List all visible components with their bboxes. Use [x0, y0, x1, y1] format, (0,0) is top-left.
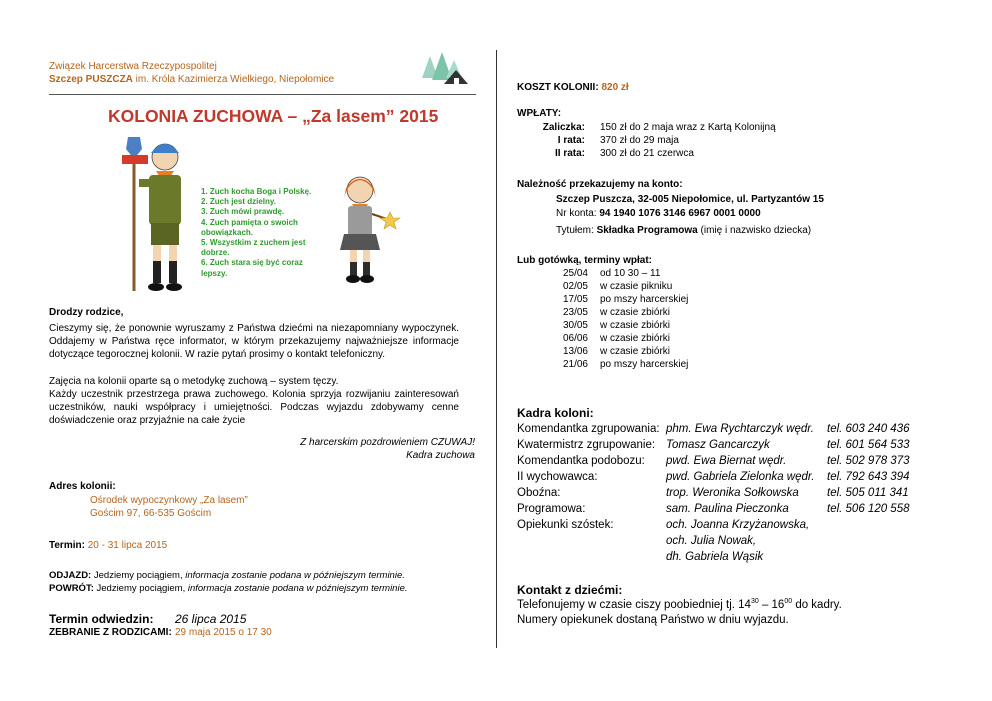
- address-line-1: Ośrodek wypoczynkowy „Za lasem”: [90, 495, 248, 506]
- term-label: Termin:: [49, 540, 85, 551]
- account-number: 94 1940 1076 3146 6967 0001 0000: [599, 208, 761, 219]
- cost: [517, 82, 629, 93]
- return-text: Jedziemy pociągiem,: [93, 583, 188, 594]
- return-label: POWRÓT:: [49, 583, 94, 594]
- transfer-account: [556, 208, 761, 219]
- cash-date: 30/05: [562, 320, 588, 331]
- staff-name: och. Julia Nowak,: [666, 535, 757, 547]
- staff-phone: tel. 792 643 394: [827, 471, 910, 483]
- letter-paragraph-1: Cieszymy się, że ponownie wyruszamy z Państwa dziećmi na niezapomniany wypoczynek. Oddajemy w Państwa ręce informator, w którym przekazujemy najważniejsze informacje dotyczące tegorocznej kolonii. W razie pytań prosimy o kontakt telefoniczny.: [49, 323, 459, 360]
- girl-scout-icon: [328, 168, 408, 286]
- transfer-title: [556, 225, 811, 236]
- staff-name: Tomasz Gancarczyk: [666, 439, 770, 451]
- staff-role: Opiekunki szóstek:: [517, 519, 614, 531]
- staff-label: Kadra koloni:: [517, 406, 594, 420]
- payment-name: Zaliczka:: [542, 122, 585, 133]
- scout-law-line: 1. Zuch kocha Boga i Polskę.: [201, 187, 312, 196]
- payment-text: 300 zł do 21 czerwca: [600, 148, 694, 159]
- scout-law-line: lepszy.: [201, 268, 228, 278]
- return-info: [49, 583, 408, 594]
- boy-scout-icon: [120, 135, 195, 295]
- letter-paragraph-3: Każdy uczestnik przestrzega prawa zuchowego. Kolonia sprzyja rozwijaniu zainteresowań uczestników, nauki współpracy i umiejętności. Podczas wyjazdu zdobywamy cenne doświadczenie oraz przyjaźnie na całe życie: [49, 389, 459, 426]
- cash-place: w czasie zbiórki: [600, 333, 671, 344]
- page-title: KOLONIA ZUCHOWA – „Za lasem” 2015: [108, 106, 439, 126]
- cash-date: 13/06: [562, 346, 588, 357]
- contact-text-a: Telefonujemy w czasie ciszy poobiedniej tj. 14: [517, 598, 751, 611]
- contact-label: Kontakt z dziećmi:: [517, 583, 623, 597]
- contact-line-1: [517, 598, 842, 611]
- scout-law-line: obowiązkach.: [201, 227, 254, 237]
- transfer-title-note: (imię i nazwisko dziecka): [697, 225, 812, 236]
- scout-law-line: 4. Zuch pamięta o swoich: [201, 217, 298, 227]
- scout-law-line: 6. Zuch stara się być coraz: [201, 258, 303, 268]
- departure-note: informacja zostanie podana w późniejszym terminie.: [185, 570, 405, 581]
- cash-place: w czasie zbiórki: [600, 346, 671, 357]
- letter-paragraph-2: Zajęcia na kolonii oparte są o metodykę zuchową – system tęczy.: [49, 376, 339, 387]
- org-name: Związek Harcerstwa Rzeczypospolitej: [49, 61, 217, 72]
- cash-place: po mszy harcerskiej: [600, 294, 689, 305]
- header-divider: [49, 94, 476, 95]
- staff-name: pwd. Gabriela Zielonka wędr.: [666, 471, 815, 483]
- payment-name: II rata:: [554, 148, 585, 159]
- cost-value: 820 zł: [601, 82, 629, 93]
- cash-place: po mszy harcerskiej: [600, 359, 689, 370]
- transfer-label: Należność przekazujemy na konto:: [517, 179, 683, 190]
- cash-label: Lub gotówką, terminy wpłat:: [517, 255, 653, 266]
- departure-label: ODJAZD:: [49, 570, 92, 581]
- contact-text-c: do kadry.: [792, 598, 842, 611]
- letter-signature-name: Kadra zuchowa: [406, 450, 475, 461]
- cash-date: 23/05: [562, 307, 588, 318]
- staff-role: Komendantka zgrupowania:: [517, 423, 660, 435]
- contact-text-b: – 16: [758, 598, 785, 611]
- staff-role: II wychowawca:: [517, 471, 598, 483]
- cash-date: 06/06: [562, 333, 588, 344]
- visit-label: Termin odwiedzin:: [49, 612, 154, 626]
- letter-signature-greeting: Z harcerskim pozdrowieniem CZUWAJ!: [300, 437, 475, 448]
- staff-name: sam. Paulina Pieczonka: [666, 503, 789, 515]
- contact-time-end-sup: 00: [784, 598, 793, 605]
- meeting-value: 29 maja 2015 o 17 30: [175, 627, 272, 638]
- meeting-label: ZEBRANIE Z RODZICAMI:: [49, 627, 172, 638]
- staff-phone: tel. 603 240 436: [827, 423, 910, 435]
- cash-date: 21/06: [562, 359, 588, 370]
- payment-text: 370 zł do 29 maja: [600, 135, 679, 146]
- contact-time-start-sup: 30: [750, 598, 759, 605]
- scout-law-line: 2. Zuch jest dzielny.: [201, 197, 276, 207]
- troop-name-rest: im. Króla Kazimierza Wielkiego, Niepołomice: [132, 74, 335, 85]
- staff-name: och. Joanna Krzyżanowska,: [666, 519, 810, 531]
- staff-role: Komendantka podobozu:: [517, 455, 645, 467]
- cash-place: w czasie pikniku: [600, 281, 673, 292]
- staff-phone: tel. 502 978 373: [827, 455, 910, 467]
- cash-place: w czasie zbiórki: [600, 320, 671, 331]
- departure-text: Jedziemy pociągiem,: [91, 570, 186, 581]
- staff-role: Oboźna:: [517, 487, 561, 499]
- term-value: 20 - 31 lipca 2015: [87, 540, 168, 551]
- troop-logo-icon: [418, 48, 470, 90]
- troop-name-bold: Szczep PUSZCZA: [49, 74, 133, 85]
- staff-phone: tel. 601 564 533: [827, 439, 910, 451]
- scout-law-line: 3. Zuch mówi prawdę.: [201, 207, 285, 217]
- return-note: informacja zostanie podana w późniejszym terminie.: [187, 583, 408, 594]
- cash-date: 25/04: [562, 268, 588, 279]
- cost-label: KOSZT KOLONII:: [517, 82, 599, 93]
- letter-greeting: Drodzy rodzice,: [49, 307, 124, 318]
- cash-place: w czasie zbiórki: [600, 307, 671, 318]
- staff-role: Kwatermistrz zgrupowanie:: [517, 439, 656, 451]
- address-line-2: Gościm 97, 66-535 Gościm: [90, 508, 212, 519]
- column-divider: [496, 50, 497, 648]
- scout-law-line: 5. Wszystkim z zuchem jest: [201, 238, 306, 248]
- troop-name: [49, 74, 334, 85]
- staff-name: phm. Ewa Rychtarczyk wędr.: [666, 423, 814, 435]
- payments-label: WPŁATY:: [517, 108, 562, 119]
- visit-value: 26 lipca 2015: [175, 612, 247, 626]
- staff-role: Programowa:: [517, 503, 586, 515]
- staff-phone: tel. 506 120 558: [827, 503, 910, 515]
- cash-date: 17/05: [562, 294, 588, 305]
- payment-text: 150 zł do 2 maja wraz z Kartą Kolonijną: [600, 122, 776, 133]
- departure-info: [49, 570, 405, 581]
- transfer-title-value: Składka Programowa: [596, 225, 698, 236]
- address-label: Adres kolonii:: [49, 481, 116, 492]
- cash-date: 02/05: [562, 281, 588, 292]
- staff-name: dh. Gabriela Wąsik: [666, 551, 764, 563]
- staff-name: trop. Weronika Sołkowska: [666, 487, 799, 499]
- transfer-recipient: Szczep Puszcza, 32-005 Niepołomice, ul. Partyzantów 15: [556, 194, 824, 205]
- staff-phone: tel. 505 011 341: [827, 487, 909, 499]
- scout-law-line: dobrze.: [201, 248, 230, 258]
- contact-line-2: Numery opiekunek dostaną Państwo w dniu wyjazdu.: [517, 614, 789, 626]
- cash-place: od 10 30 – 11: [600, 268, 661, 279]
- account-label: Nr konta:: [556, 208, 600, 219]
- scout-law-list: [201, 187, 331, 279]
- staff-name: pwd. Ewa Biernat wędr.: [666, 455, 787, 467]
- term: [49, 540, 167, 551]
- transfer-title-label: Tytułem:: [556, 225, 597, 236]
- payment-name: I rata:: [557, 135, 585, 146]
